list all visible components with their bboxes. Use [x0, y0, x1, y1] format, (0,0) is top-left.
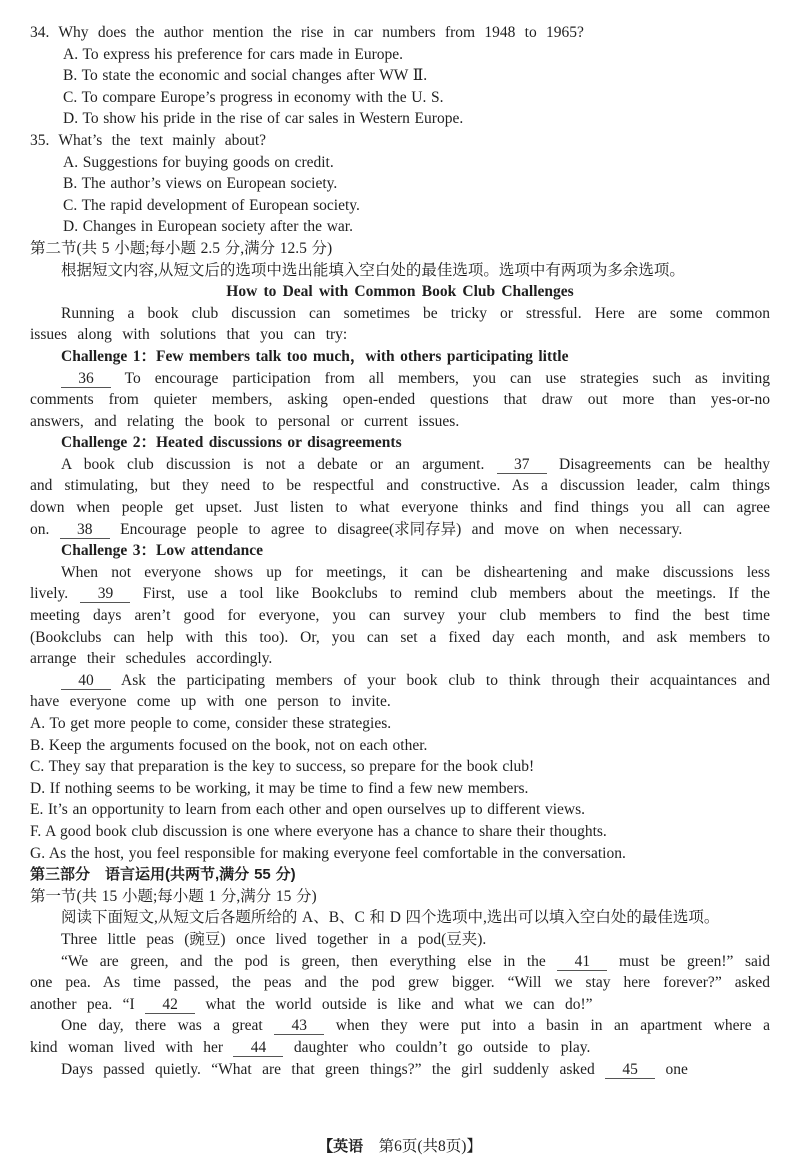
item-label: D.	[63, 218, 79, 236]
footer-subject: 【英语	[318, 1138, 364, 1156]
item-label: A.	[63, 45, 79, 63]
text-segment: Three little peas (豌豆) once lived together in a pod(豆夹).	[61, 930, 487, 948]
blank-41: 41	[557, 953, 607, 971]
item-text: 第二节(共 5 小题;每小题 2.5 分,满分 12.5 分)	[30, 239, 333, 257]
passage-paragraph	[30, 1015, 770, 1058]
passage-paragraph	[30, 670, 770, 713]
item-label: A.	[63, 153, 79, 171]
text-segment: One day, there was a great	[61, 1017, 275, 1035]
passage-paragraph	[30, 929, 770, 951]
sentence-option-B	[30, 735, 770, 757]
blank-38: 38	[60, 521, 110, 539]
sentence-option-D	[30, 778, 770, 800]
item-text: Challenge 3：Low attendance	[61, 542, 264, 560]
answer-option-A	[63, 44, 770, 66]
item-label: 34.	[30, 24, 50, 41]
item-text: Changes in European society after the war.	[82, 218, 353, 236]
sentence-option-C	[30, 756, 770, 778]
blank-43: 43	[274, 1017, 324, 1035]
passage-paragraph	[30, 454, 770, 540]
text-segment: one	[655, 1060, 688, 1078]
text-segment: Ask the participating members of your book club to think through their acquaintances and have everyone come up with one person to invite.	[30, 671, 770, 711]
challenge-heading	[30, 346, 770, 368]
item-label: C.	[30, 758, 45, 776]
item-text: What’s the text mainly about?	[58, 131, 267, 149]
item-text: 第一节(共 15 小题;每小题 1 分,满分 15 分)	[30, 887, 317, 905]
instructions-paragraph	[30, 260, 770, 282]
passage-paragraph	[30, 368, 770, 433]
item-text: They say that preparation is the key to success, so prepare for the book club!	[48, 758, 535, 776]
item-label: B.	[30, 736, 45, 754]
item-text: Keep the arguments focused on the book, not on each other.	[48, 736, 428, 754]
item-label: G.	[30, 844, 46, 862]
item-text: 阅读下面短文,从短文后各题所给的 A、B、C 和 D 四个选项中,选出可以填入空白处的最佳选项。	[61, 909, 720, 927]
blank-44: 44	[233, 1039, 283, 1057]
item-text: The author’s views on European society.	[81, 175, 338, 193]
item-text: The rapid development of European society.	[81, 196, 360, 214]
item-text: Suggestions for buying goods on credit.	[82, 153, 334, 171]
item-text: As the host, you feel responsible for making everyone feel comfortable in the conversation.	[48, 844, 626, 862]
answer-option-B	[63, 65, 770, 87]
passage-paragraph	[30, 1059, 770, 1081]
item-label: C.	[63, 88, 78, 106]
text-segment: Encourage people to agree to disagree(求同存异) and move on when necessary.	[109, 520, 683, 538]
part-heading	[30, 864, 770, 886]
sentence-option-A	[30, 713, 770, 735]
blank-40: 40	[61, 672, 111, 690]
sentence-option-G	[30, 843, 770, 865]
text-segment: Days passed quietly. “What are that green things?” the girl suddenly asked	[61, 1060, 606, 1078]
instructions-paragraph	[30, 907, 770, 929]
blank-42: 42	[145, 996, 195, 1014]
answer-option-A	[63, 152, 770, 174]
item-text: 根据短文内容,从短文后的选项中选出能填入空白处的最佳选项。选项中有两项为多余选项。	[61, 261, 685, 279]
section-heading	[30, 886, 770, 908]
item-text: To get more people to come, consider these strategies.	[49, 715, 392, 732]
text-segment: Disagreements can be healthy and stimulating, but they need to be respectful and constructive. As a discussion leader, calm things down when people get upset. Just listen to what everyone thinks and find things you all can agree on.	[30, 455, 770, 538]
text-segment: daughter who couldn’t go outside to play.	[283, 1038, 591, 1056]
blank-39: 39	[80, 585, 130, 603]
item-text: 第三部分 语言运用(共两节,满分 55 分)	[30, 866, 296, 884]
blank-36: 36	[61, 370, 111, 388]
page-footer	[0, 1136, 800, 1158]
answer-option-C	[63, 87, 770, 109]
text-segment: “We are green, and the pod is green, then everything else in the	[61, 952, 558, 970]
challenge-heading	[30, 432, 770, 454]
answer-option-D	[63, 216, 770, 238]
item-label: B.	[63, 67, 78, 85]
section-heading	[30, 238, 770, 260]
question-34	[30, 22, 770, 44]
passage-paragraph	[30, 303, 770, 346]
item-text: Why does the author mention the rise in car numbers from 1948 to 1965?	[58, 24, 584, 41]
item-label: 35.	[30, 131, 50, 149]
text-segment: First, use a tool like Bookclubs to remind club members about the meetings. If the meeting days aren’t good for everyone, you can survey your club members to find the best time (Bookclubs can help with this too). Or, you can set a fixed day each month, and ask members to arrange their schedules accordingly.	[30, 585, 770, 668]
item-text: Challenge 2：Heated discussions or disagreements	[61, 434, 402, 452]
blank-37: 37	[497, 456, 547, 474]
item-text: How to Deal with Common Book Club Challenges	[226, 283, 574, 301]
answer-option-C	[63, 195, 770, 217]
text-segment: When not everyone shows up for meetings, it can be disheartening and make discussions less lively.	[30, 563, 770, 603]
item-label: E.	[30, 801, 44, 819]
challenge-heading	[30, 540, 770, 562]
item-text: To express his preference for cars made in Europe.	[82, 45, 404, 63]
passage-paragraph	[30, 951, 770, 1016]
sentence-option-F	[30, 821, 770, 843]
item-text: A good book club discussion is one where everyone has a chance to share their thoughts.	[45, 822, 607, 840]
item-text: To state the economic and social changes after WW Ⅱ.	[81, 67, 428, 85]
item-text: It’s an opportunity to learn from each other and open ourselves up to different views.	[48, 801, 585, 819]
question-35	[30, 130, 770, 152]
item-label: F.	[30, 822, 42, 840]
footer-page-number: 第6页(共8页)】	[363, 1138, 482, 1156]
text-segment: Running a book club discussion can sometimes be tricky or stressful. Here are some common issues along with solutions that you can try:	[30, 304, 770, 344]
blank-45: 45	[605, 1061, 655, 1079]
text-segment: when they were put into a basin in an apartment where a kind woman lived with her	[30, 1017, 770, 1056]
item-label: C.	[63, 196, 78, 214]
passage-title	[30, 281, 770, 303]
item-text: To show his pride in the rise of car sales in Western Europe.	[82, 110, 464, 128]
text-segment: what the world outside is like and what we can do!”	[195, 995, 593, 1013]
exam-content	[30, 22, 770, 1080]
item-text: To compare Europe’s progress in economy with the U. S.	[81, 88, 444, 106]
item-label: D.	[63, 110, 79, 128]
item-label: A.	[30, 715, 46, 732]
item-text: If nothing seems to be working, it may be time to find a few new members.	[49, 779, 529, 797]
passage-paragraph	[30, 562, 770, 670]
text-segment: must be green!” said one pea. As time passed, the peas and the pod grew bigger. “Will we stay here forever?” asked another pea. “I	[30, 952, 770, 1013]
item-label: D.	[30, 779, 46, 797]
text-segment: To encourage participation from all members, you can use strategies such as inviting comments from quieter members, asking open-ended questions that draw out more than yes-or-no answers, and relating the book to personal or current issues.	[30, 369, 770, 430]
sentence-option-E	[30, 799, 770, 821]
text-segment: A book club discussion is not a debate or an argument.	[61, 455, 497, 473]
item-text: Challenge 1：Few members talk too much，with others participating little	[61, 347, 569, 365]
item-label: B.	[63, 175, 78, 193]
answer-option-D	[63, 108, 770, 130]
answer-option-B	[63, 173, 770, 195]
